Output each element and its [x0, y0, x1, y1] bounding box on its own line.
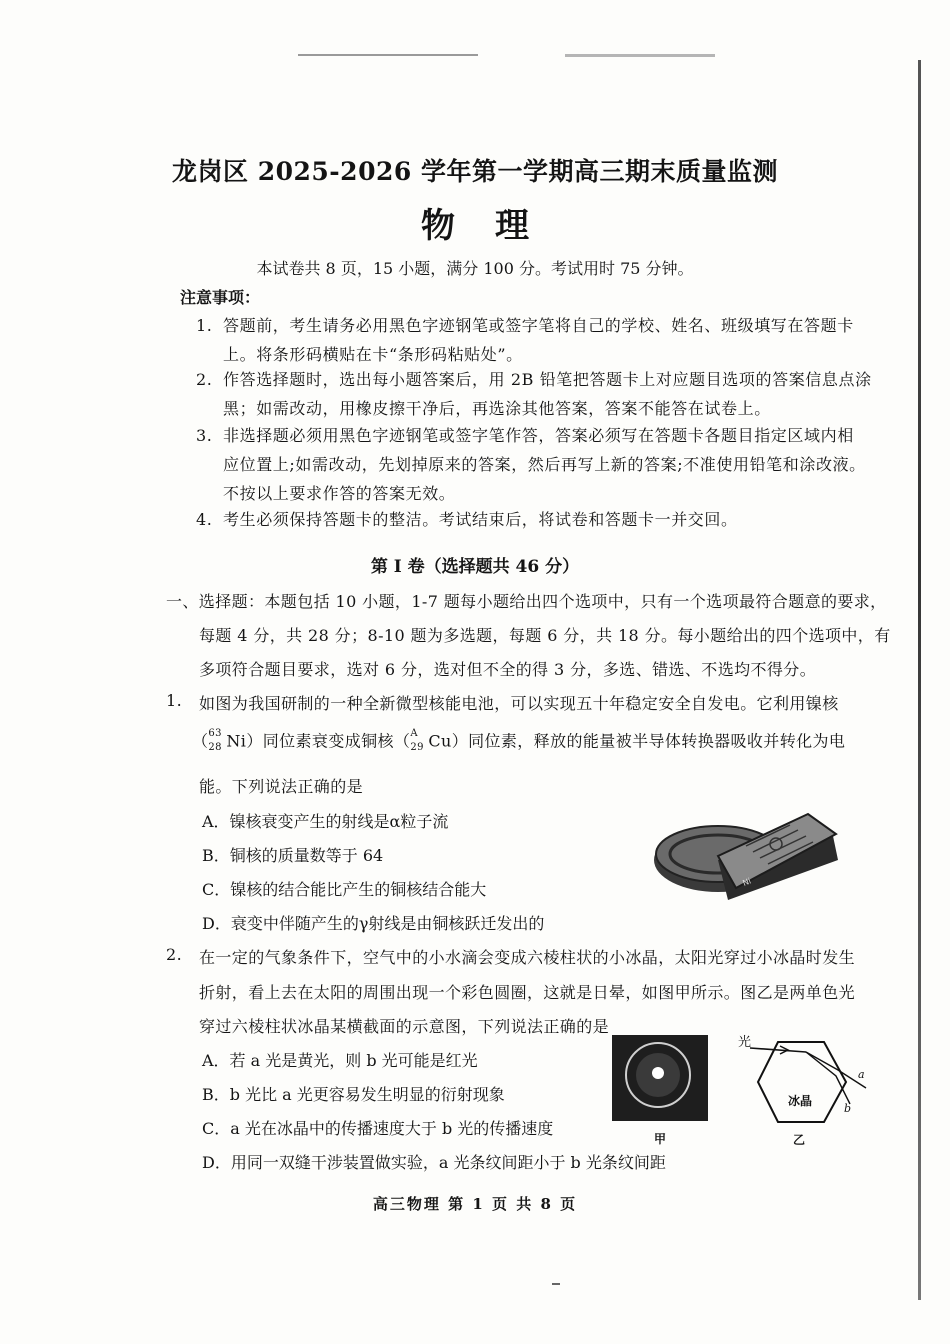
q1-option-a: A．镍核衰变产生的射线是α粒子流 — [202, 812, 449, 831]
q1-stem-end: ）同位素，释放的能量被半导体转换器吸收并转化为电 — [451, 731, 846, 751]
q1-paren-open: （ — [192, 731, 209, 751]
exam-subject: 物理 — [421, 206, 569, 246]
sun-icon — [652, 1067, 664, 1079]
cu-nuclide-notation — [410, 728, 428, 756]
scan-artifact-top — [298, 54, 478, 56]
ray-b-label: b — [844, 1102, 852, 1115]
note-line: 黑；如需改动，用橡皮擦干净后，再选涂其他答案，答案不能答在试卷上。 — [223, 399, 771, 418]
ice-crystal-diagram — [728, 1030, 878, 1145]
note-number: 3. — [196, 426, 213, 445]
q2-option-d: D．用同一双缝干涉装置做实验，a 光条纹间距小于 b 光条纹间距 — [202, 1153, 666, 1172]
section-heading: 第 I 卷（选择题共 46 分） — [370, 557, 580, 577]
chip-label-ni: Ni — [741, 876, 753, 888]
cu-symbol: Cu — [428, 731, 452, 751]
section-intro-line: 一、选择题：本题包括 10 小题，1-7 题每小题给出四个选项中，只有一个选项最符合题意的要求， — [166, 592, 887, 611]
note-number: 1. — [196, 316, 213, 335]
q1-stem-middle: ）同位素衰变成铜核（ — [246, 731, 411, 751]
section-intro-line: 多项符合题目要求，选对 6 分，选对但不全的得 3 分，多选、错选、不选均不得分。 — [199, 660, 817, 679]
cu-atomic-number: 29 — [410, 742, 424, 753]
q2-option-b: B．b 光比 a 光更容易发生明显的衍射现象 — [202, 1085, 505, 1104]
nuclear-battery-image — [648, 808, 848, 916]
q2-stem-line: 折射，看上去在太阳的周围出现一个彩色圆圈，这就是日晕，如图甲所示。图乙是两单色光 — [199, 983, 856, 1002]
exam-title: 龙岗区 2025-2026 学年第一学期高三期末质量监测 — [172, 157, 778, 186]
q2-option-a: A．若 a 光是黄光，则 b 光可能是红光 — [202, 1051, 478, 1070]
ni-mass-number: 63 — [208, 728, 222, 739]
q1-stem-line: 能。下列说法正确的是 — [199, 777, 364, 796]
scan-artifact-bottom — [552, 1283, 560, 1285]
notes-heading: 注意事项： — [180, 288, 261, 307]
light-label: 光 — [738, 1035, 752, 1050]
note-item — [196, 421, 876, 508]
ni-atomic-number: 28 — [208, 742, 222, 753]
figure-yi-label: 乙 — [793, 1133, 806, 1147]
q1-stem-line: 如图为我国研制的一种全新微型核能电池，可以实现五十年稳定安全自发电。它利用镍核 — [199, 694, 839, 713]
q1-number: 1. — [166, 691, 183, 710]
note-line: 考生必须保持答题卡的整洁。考试结束后，将试卷和答题卡一并交回。 — [223, 510, 738, 529]
note-line: 作答选择题时，选出每小题答案后，用 2B 铅笔把答题卡上对应题目选项的答案信息点涂 — [223, 370, 872, 389]
ni-nuclide-notation — [208, 728, 226, 756]
page-footer: 高三物理 第 1 页 共 8 页 — [372, 1195, 578, 1213]
note-item — [196, 311, 876, 369]
note-line: 应位置上;如需改动，先划掉原来的答案，然后再写上新的答案;不准使用铅笔和涂改液。 — [223, 455, 866, 474]
q2-stem-line: 在一定的气象条件下，空气中的小水滴会变成六棱柱状的小冰晶，太阳光穿过小冰晶时发生 — [199, 948, 856, 967]
q1-option-b: B．铜核的质量数等于 64 — [202, 846, 384, 865]
figure-jia-label: 甲 — [654, 1132, 667, 1146]
q2-stem-line: 穿过六棱柱状冰晶某横截面的示意图，下列说法正确的是 — [199, 1017, 610, 1036]
ni-symbol: Ni — [226, 731, 247, 751]
note-line: 不按以上要求作答的答案无效。 — [223, 484, 456, 503]
crystal-label: 冰晶 — [788, 1094, 813, 1108]
q1-stem-line-nuclides — [192, 728, 845, 756]
q1-option-c: C．镍核的结合能比产生的铜核结合能大 — [202, 880, 487, 899]
note-line: 非选择题必须用黑色字迹钢笔或签字笔作答，答案必须写在答题卡各题目指定区域内相 — [223, 426, 854, 445]
scan-artifact-top-right — [565, 54, 715, 57]
note-line: 答题前，考生请务必用黑色字迹钢笔或签字笔将自己的学校、姓名、班级填写在答题卡 — [223, 316, 854, 335]
note-item — [196, 505, 876, 534]
q2-number: 2. — [166, 945, 183, 964]
note-number: 4. — [196, 510, 213, 529]
incident-light-ray — [750, 1048, 806, 1052]
hexagon-crystal — [758, 1042, 846, 1122]
q1-option-d: D．衰变中伴随产生的γ射线是由铜核跃迁发出的 — [202, 914, 545, 933]
ray-a-label: a — [858, 1068, 865, 1081]
note-item — [196, 365, 876, 423]
section-intro-line: 每题 4 分，共 28 分；8-10 题为多选题，每题 6 分，共 18 分。每小题给出的四个选项中，有 — [199, 626, 891, 645]
cu-mass-number: A — [410, 728, 418, 739]
note-line: 上。将条形码横贴在卡“条形码粘贴处”。 — [223, 345, 523, 364]
exam-info: 本试卷共 8 页，15 小题，满分 100 分。考试用时 75 分钟。 — [256, 259, 694, 278]
refracted-ray-a — [806, 1052, 866, 1088]
halo-photo-figure — [612, 1035, 708, 1121]
note-number: 2. — [196, 370, 213, 389]
q2-option-c: C．a 光在冰晶中的传播速度大于 b 光的传播速度 — [202, 1119, 554, 1138]
